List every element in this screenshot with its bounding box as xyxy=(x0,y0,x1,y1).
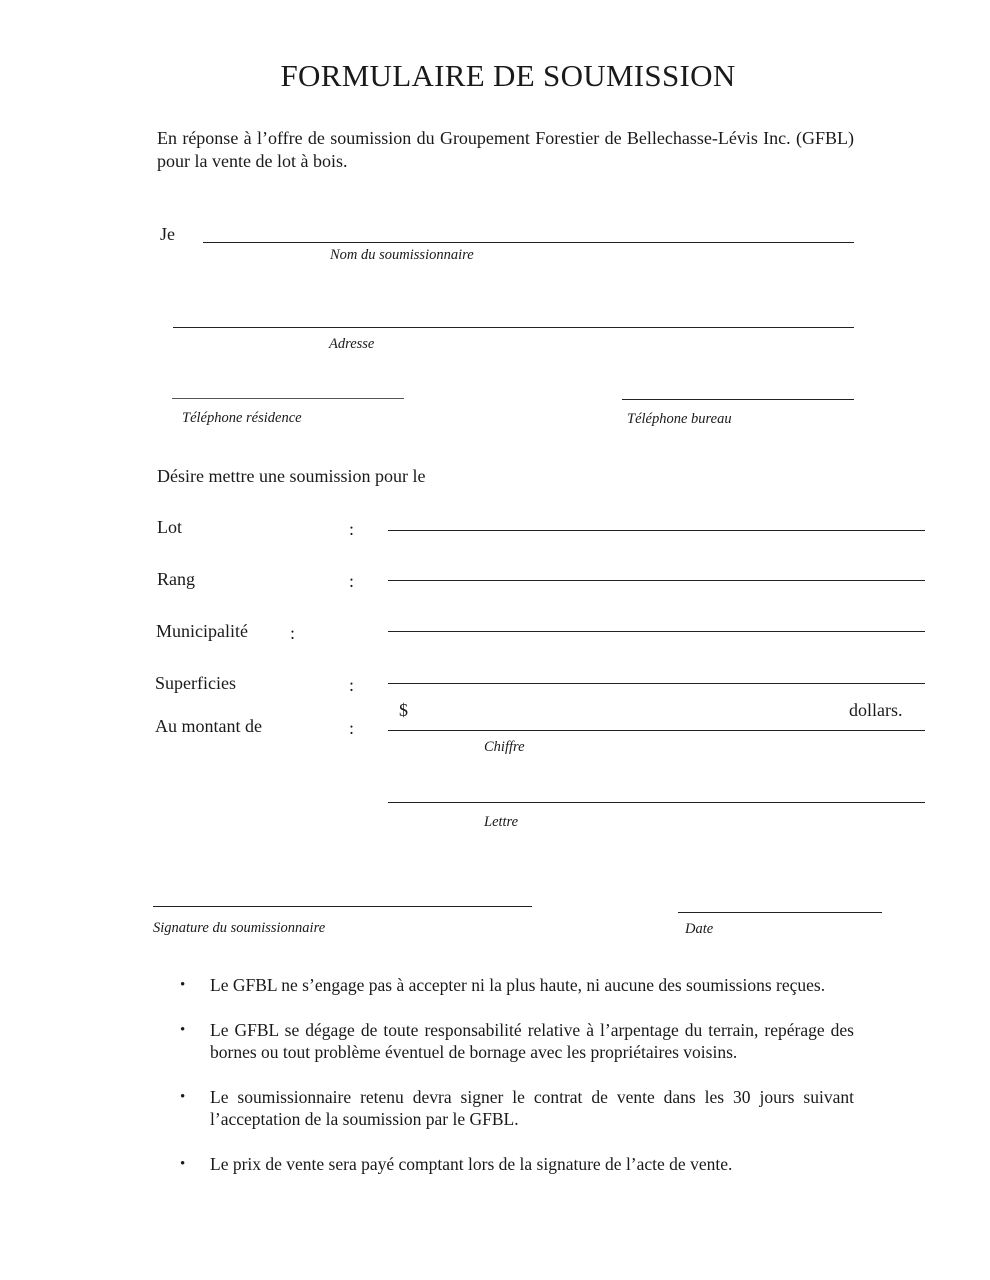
dollars-word: dollars. xyxy=(849,700,903,720)
municipalite-label: Municipalité xyxy=(156,621,248,641)
nom-soumissionnaire-field[interactable] xyxy=(203,242,854,243)
condition-text: Le GFBL ne s’engage pas à accepter ni la plus haute, ni aucune des soumissions reçues. xyxy=(210,975,826,995)
date-field[interactable] xyxy=(678,912,882,913)
superficies-colon: : xyxy=(349,675,355,695)
bullet-icon: • xyxy=(180,1021,186,1038)
telephone-bureau-field[interactable] xyxy=(622,399,854,400)
bullet-icon: • xyxy=(180,1088,186,1105)
montant-chiffre-field[interactable] xyxy=(388,730,925,731)
dollar-sign: $ xyxy=(399,700,408,720)
rang-colon: : xyxy=(349,571,355,591)
page-title: FORMULAIRE DE SOUMISSION xyxy=(280,58,736,93)
lettre-caption: Lettre xyxy=(484,814,519,830)
lot-field[interactable] xyxy=(388,530,925,531)
lot-colon: : xyxy=(349,519,355,539)
superficies-label: Superficies xyxy=(155,673,236,693)
condition-text: Le prix de vente sera payé comptant lors de la signature de l’acte de vente. xyxy=(210,1153,733,1174)
montant-label: Au montant de xyxy=(155,716,262,736)
telephone-residence-caption: Téléphone résidence xyxy=(182,410,302,426)
list-item xyxy=(178,974,854,997)
lot-label: Lot xyxy=(157,517,182,537)
bullet-icon: • xyxy=(180,977,186,993)
date-caption: Date xyxy=(685,921,714,937)
conditions-list xyxy=(178,974,854,1197)
chiffre-caption: Chiffre xyxy=(484,739,525,755)
adresse-field[interactable] xyxy=(173,327,854,328)
montant-colon: : xyxy=(349,718,355,738)
list-item xyxy=(178,1153,854,1176)
municipalite-colon: : xyxy=(290,623,296,643)
signature-caption: Signature du soumissionnaire xyxy=(153,920,326,936)
municipalite-field[interactable] xyxy=(388,631,925,632)
je-label: Je xyxy=(160,224,175,244)
nom-soumissionnaire-caption: Nom du soumissionnaire xyxy=(330,247,474,263)
telephone-residence-field[interactable] xyxy=(172,398,404,399)
montant-lettre-field[interactable] xyxy=(388,802,925,803)
bullet-icon: • xyxy=(180,1155,186,1172)
signature-field[interactable] xyxy=(153,906,532,907)
rang-field[interactable] xyxy=(388,580,925,581)
list-item xyxy=(178,1086,854,1131)
list-item xyxy=(178,1019,854,1064)
telephone-bureau-caption: Téléphone bureau xyxy=(627,411,732,427)
condition-text: Le soumissionnaire retenu devra signer le contrat de vente dans les 30 jours suivant l’acceptation de la soumission par le GFBL. xyxy=(210,1086,854,1129)
condition-text: Le GFBL se dégage de toute responsabilité relative à l’arpentage du terrain, repérage des bornes ou tout problème éventuel de bornage avec les propriétaires voisins. xyxy=(210,1019,854,1062)
rang-label: Rang xyxy=(157,569,195,589)
desire-text: Désire mettre une soumission pour le xyxy=(157,466,426,486)
adresse-caption: Adresse xyxy=(329,336,375,352)
intro-paragraph: En réponse à l’offre de soumission du Groupement Forestier de Bellechasse-Lévis Inc. (GFBL) pour la vente de lot à bois. xyxy=(157,128,854,171)
superficies-field[interactable] xyxy=(388,683,925,684)
